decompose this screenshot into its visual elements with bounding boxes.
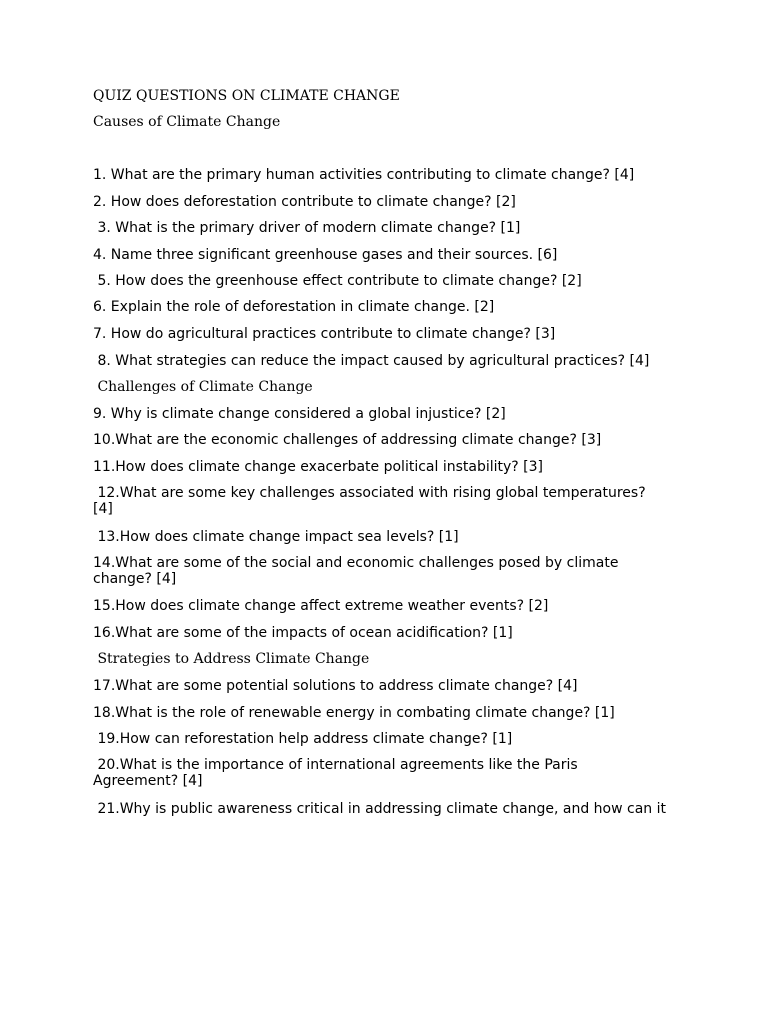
question-item: 13.How does climate change impact sea levels? [1]: [93, 529, 459, 545]
question-item: 2. How does deforestation contribute to climate change? [2]: [93, 194, 516, 210]
question-item: 6. Explain the role of deforestation in climate change. [2]: [93, 299, 495, 315]
question-item: 3. What is the primary driver of modern climate change? [1]: [93, 220, 521, 236]
section-heading-strategies: Strategies to Address Climate Change: [93, 651, 370, 667]
question-item: 18.What is the role of renewable energy in combating climate change? [1]: [93, 705, 615, 721]
question-item: 1. What are the primary human activities contributing to climate change? [4]: [93, 167, 635, 183]
question-item: 19.How can reforestation help address climate change? [1]: [93, 731, 513, 747]
question-item: 20.What is the importance of international agreements like the Paris Agreement? [4]: [93, 757, 578, 789]
question-item: 15.How does climate change affect extreme weather events? [2]: [93, 598, 549, 614]
question-item: 11.How does climate change exacerbate political instability? [3]: [93, 459, 543, 475]
question-item: 17.What are some potential solutions to address climate change? [4]: [93, 678, 578, 694]
question-item: 7. How do agricultural practices contribute to climate change? [3]: [93, 326, 556, 342]
question-item: 9. Why is climate change considered a global injustice? [2]: [93, 406, 506, 422]
question-item: 14.What are some of the social and economic challenges posed by climate change? [4]: [93, 555, 619, 587]
section-heading-challenges: Challenges of Climate Change: [93, 379, 313, 395]
section-heading-causes: Causes of Climate Change: [93, 114, 281, 130]
question-item: 10.What are the economic challenges of addressing climate change? [3]: [93, 432, 602, 448]
question-item: 16.What are some of the impacts of ocean acidification? [1]: [93, 625, 513, 641]
question-item: 4. Name three significant greenhouse gases and their sources. [6]: [93, 247, 558, 263]
question-item: 8. What strategies can reduce the impact caused by agricultural practices? [4]: [93, 353, 650, 369]
question-item: 5. How does the greenhouse effect contribute to climate change? [2]: [93, 273, 582, 289]
document-title: QUIZ QUESTIONS ON CLIMATE CHANGE: [93, 88, 400, 104]
question-item: 21.Why is public awareness critical in addressing climate change, and how can it: [93, 801, 666, 817]
question-item: 12.What are some key challenges associated with rising global temperatures? [4]: [93, 485, 646, 517]
